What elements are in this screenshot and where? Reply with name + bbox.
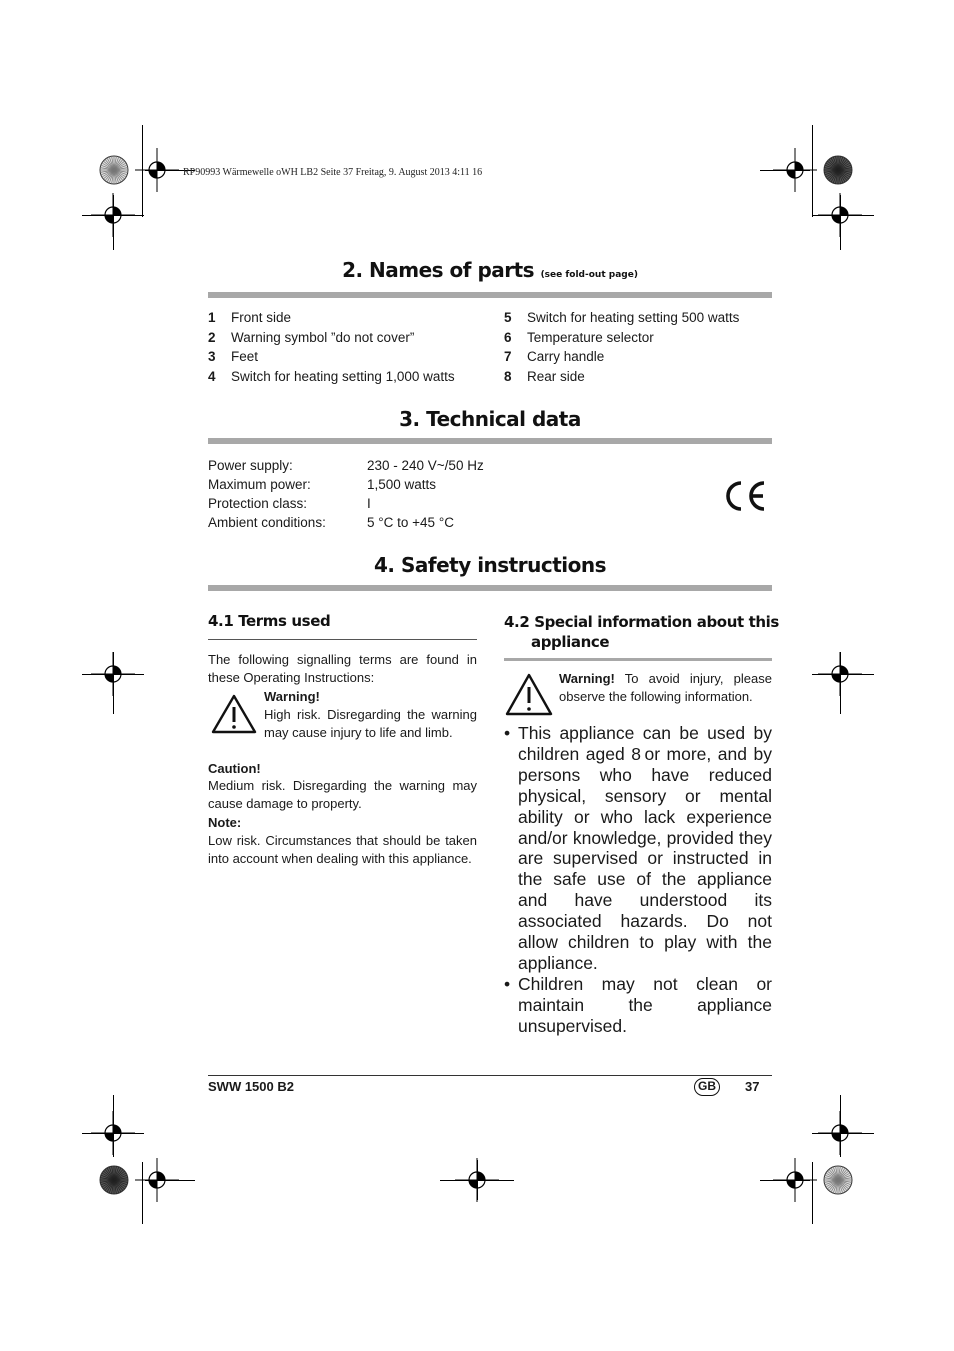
tech-value: I xyxy=(367,496,371,511)
tech-label: Ambient conditions: xyxy=(208,515,326,530)
tech-value: 1,500 watts xyxy=(367,477,437,492)
part-label: Front side xyxy=(231,310,292,325)
page-number: 37 xyxy=(745,1079,760,1094)
special-warning xyxy=(559,670,772,705)
list-item xyxy=(208,367,455,387)
special-heading xyxy=(504,612,779,652)
list-item xyxy=(208,347,455,367)
bullet-text: Children may not clean or maintain the appliance unsupervised. xyxy=(518,973,772,1036)
footer-model: SWW 1500 B2 xyxy=(208,1079,294,1094)
color-wheel-icon xyxy=(823,1165,853,1195)
tech-value: 230 - 240 V~/50 Hz xyxy=(367,458,484,473)
list-item xyxy=(504,347,739,367)
table-row xyxy=(208,475,484,494)
registration-target-icon xyxy=(818,1111,862,1155)
warning-triangle-icon xyxy=(504,672,554,723)
registration-target-icon xyxy=(773,148,817,192)
part-number: 7 xyxy=(504,349,512,364)
registration-target-icon xyxy=(91,193,135,237)
registration-target-icon xyxy=(135,1158,179,1202)
registration-target-icon xyxy=(91,1111,135,1155)
section-2-title-text: 2. Names of parts xyxy=(342,258,535,282)
country-badge: GB xyxy=(694,1078,720,1096)
terms-underline xyxy=(208,639,477,640)
color-wheel-icon xyxy=(99,1165,129,1195)
terms-heading: 4.1 Terms used xyxy=(208,612,331,630)
registration-target-icon xyxy=(818,652,862,696)
table-row xyxy=(208,494,484,513)
registration-target-icon xyxy=(455,1158,499,1202)
list-item: • Children may not clean or maintain the appliance unsupervised. xyxy=(504,973,772,1036)
part-label: Temperature selector xyxy=(527,329,654,345)
registration-target-icon xyxy=(773,1158,817,1202)
special-warning-text: To avoid injury, please observe the following information. xyxy=(559,671,772,704)
tech-label: Maximum power: xyxy=(208,477,311,492)
special-underline xyxy=(504,658,772,661)
list-item xyxy=(208,308,455,328)
part-number: 8 xyxy=(504,368,512,384)
section-2-rule xyxy=(208,292,772,298)
warning-text: High risk. Disregarding the warning may cause injury to life and limb. xyxy=(264,707,477,740)
part-label: Feet xyxy=(231,349,259,364)
special-heading-line-1: 4.2 Special information about this xyxy=(504,613,779,631)
terms-intro: The following signalling terms are found in these Operating Instructions: xyxy=(208,652,477,685)
special-bullets xyxy=(504,723,772,1037)
note-text: Low risk. Circumstances that should be taken into account when dealing with this appliance. xyxy=(208,833,477,866)
part-label: Warning symbol ”do not cover” xyxy=(231,329,415,345)
print-header: RP90993 Wärmewelle oWH LB2 Seite 37 Freitag, 9. August 2013 4:11 16 xyxy=(183,167,483,178)
section-4-rule xyxy=(208,585,772,591)
tech-label: Protection class: xyxy=(208,496,308,511)
registration-target-icon xyxy=(818,193,862,237)
footer-rule xyxy=(208,1075,772,1076)
bullet-text: This appliance can be used by children aged 8 or more, and by persons who have reduced physical, sensory or mental ability or who lack experience and/or knowledge, provided they are supervised or instructed in the safe use of the appliance and have understood its associated hazards. Do not allow children to play with the appliance. xyxy=(518,723,772,973)
caution-label: Caution! xyxy=(208,761,261,776)
table-row xyxy=(208,513,484,532)
parts-list-right xyxy=(504,308,739,386)
part-number: 1 xyxy=(208,310,216,325)
registration-target-icon xyxy=(135,148,179,192)
part-label: Rear side xyxy=(527,368,585,384)
part-label: Switch for heating setting 1,000 watts xyxy=(231,368,455,384)
part-number: 4 xyxy=(208,368,216,384)
color-wheel-icon xyxy=(823,155,853,185)
part-number: 6 xyxy=(504,329,512,345)
part-number: 2 xyxy=(208,329,216,345)
warning-triangle-icon xyxy=(210,693,258,740)
list-item xyxy=(504,308,739,328)
tech-data-table xyxy=(208,456,484,532)
part-number: 3 xyxy=(208,349,216,364)
section-2-note: (see fold-out page) xyxy=(540,270,638,280)
list-item: • This appliance can be used by children aged 8 or more, and by persons who have reduced physical, sensory or mental ability or who lack experience and/or knowledge, provided they are supervised or instructed in the safe use of the appliance and have understood its associated hazards. Do not allow children to play with the appliance. xyxy=(504,723,772,973)
tech-label: Power supply: xyxy=(208,458,293,473)
section-3-title: 3. Technical data xyxy=(399,407,581,431)
part-label: Carry handle xyxy=(527,349,605,364)
list-item xyxy=(504,367,739,387)
table-row xyxy=(208,456,484,475)
list-item xyxy=(208,328,455,348)
parts-list-left xyxy=(208,308,455,386)
tech-value: 5 °C to +45 °C xyxy=(367,515,454,530)
registration-target-icon xyxy=(91,652,135,696)
color-wheel-icon xyxy=(99,155,129,185)
part-number: 5 xyxy=(504,310,512,325)
ce-mark-icon xyxy=(724,479,768,518)
section-4-title: 4. Safety instructions xyxy=(373,553,607,577)
list-item xyxy=(504,328,739,348)
warning-label: Warning! xyxy=(264,689,320,704)
caution-text: Medium risk. Disregarding the warning may cause damage to property. xyxy=(208,778,477,811)
special-heading-line-2: appliance xyxy=(531,633,610,651)
note-label: Note: xyxy=(208,815,242,830)
special-warning-label: Warning! xyxy=(559,671,615,686)
part-label: Switch for heating setting 500 watts xyxy=(527,310,740,325)
section-3-rule xyxy=(208,438,772,444)
section-2-title xyxy=(208,258,772,282)
